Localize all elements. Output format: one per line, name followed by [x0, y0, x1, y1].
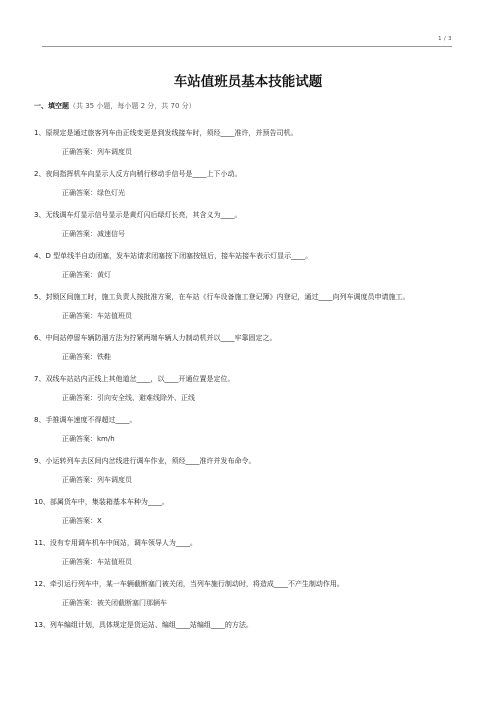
answer-value: 列车调度员	[97, 147, 132, 156]
question-6: 6、中间站停留车辆防溜方法为拧紧两端车辆人力制动机并以____牢靠固定之。	[34, 334, 277, 342]
answer-value: 铁鞋	[97, 352, 111, 361]
answer-value: km/h	[97, 434, 115, 443]
answer-value: 车站值班员	[97, 557, 132, 566]
answer-7	[34, 389, 466, 408]
page-header	[42, 38, 452, 47]
answer-prefix: 正确答案：	[62, 147, 97, 156]
answer-value: 车站值班员	[97, 311, 132, 320]
answer-prefix: 正确答案：	[62, 311, 97, 320]
question-list	[34, 124, 466, 635]
answer-value: 被关闭截断塞门那辆车	[97, 598, 167, 607]
question-5: 5、封锁区间施工时，施工负责人按批准方案，在车站《行车设备施工登记簿》内登记，通过____向列车调度员申请施工。	[34, 293, 410, 301]
answer-6	[34, 348, 466, 367]
answer-2	[34, 184, 466, 203]
answer-11	[34, 553, 466, 572]
answer-prefix: 正确答案：	[62, 270, 97, 279]
answer-3	[34, 225, 466, 244]
question-7: 7、双线车站站内正线上其他道岔____，以____开通位置是定位。	[34, 375, 235, 383]
question-8: 8、手推调车速度不得超过____。	[34, 416, 137, 424]
answer-value: 列车调度员	[97, 475, 132, 484]
answer-prefix: 正确答案：	[62, 557, 97, 566]
answer-8	[34, 430, 466, 449]
answer-prefix: 正确答案：	[62, 598, 97, 607]
page-number: 1 / 3	[438, 36, 452, 42]
answer-prefix: 正确答案：	[62, 352, 97, 361]
answer-value: 引向安全线、避难线除外、正线	[97, 393, 195, 402]
question-12: 12、牵引运行列车中，某一车辆截断塞门被关闭，当列车施行制动时，将造成____不产生制动作用。	[34, 580, 344, 588]
answer-value: 黄灯	[97, 270, 111, 279]
question-1: 1、原规定是通过旅客列车由正线变更是到发线接车时，须经____准许，并预告司机。	[34, 129, 298, 137]
question-2: 2、夜间指挥机车向显示人反方向稍行移动手信号是____上下小动。	[34, 170, 242, 178]
section-label: 一、填空题	[34, 102, 69, 110]
answer-1	[34, 143, 466, 162]
answer-10	[34, 512, 466, 531]
answer-prefix: 正确答案：	[62, 188, 97, 197]
question-11: 11、没有专用调车机车中间站，调车领导人为____。	[34, 539, 197, 547]
question-4: 4、D 型单线半自动闭塞，发车站请求闭塞按下闭塞按钮后，接车站接车表示灯显示____。	[34, 252, 313, 260]
answer-prefix: 正确答案：	[62, 434, 97, 443]
document-title: 车站值班员基本技能试题	[173, 74, 323, 90]
answer-4	[34, 266, 466, 285]
section-heading	[34, 101, 196, 111]
answer-prefix: 正确答案：	[62, 393, 97, 402]
answer-9	[34, 471, 466, 490]
question-3: 3、无线调车灯显示信号显示是黄灯闪后绿灯长亮，其含义为____。	[34, 211, 242, 219]
question-13: 13、列车编组计划，具体规定是货运站、编组____站编组____的方法。	[34, 621, 253, 629]
answer-prefix: 正确答案：	[62, 229, 97, 238]
answer-5	[34, 307, 466, 326]
question-10: 10、部属货车中，集装箱基本车种为____。	[34, 498, 169, 506]
answer-prefix: 正确答案：	[62, 516, 97, 525]
answer-value: 绿色灯光	[97, 188, 125, 197]
answer-value: X	[97, 516, 102, 525]
answer-value: 减速信号	[97, 229, 125, 238]
answer-12	[34, 594, 466, 613]
section-note: （共 35 小题，每小题 2 分，共 70 分）	[69, 102, 196, 110]
answer-prefix: 正确答案：	[62, 475, 97, 484]
question-9: 9、小运转列车去区间内岔线进行调车作业，须经____准许并发布命令。	[34, 457, 256, 465]
